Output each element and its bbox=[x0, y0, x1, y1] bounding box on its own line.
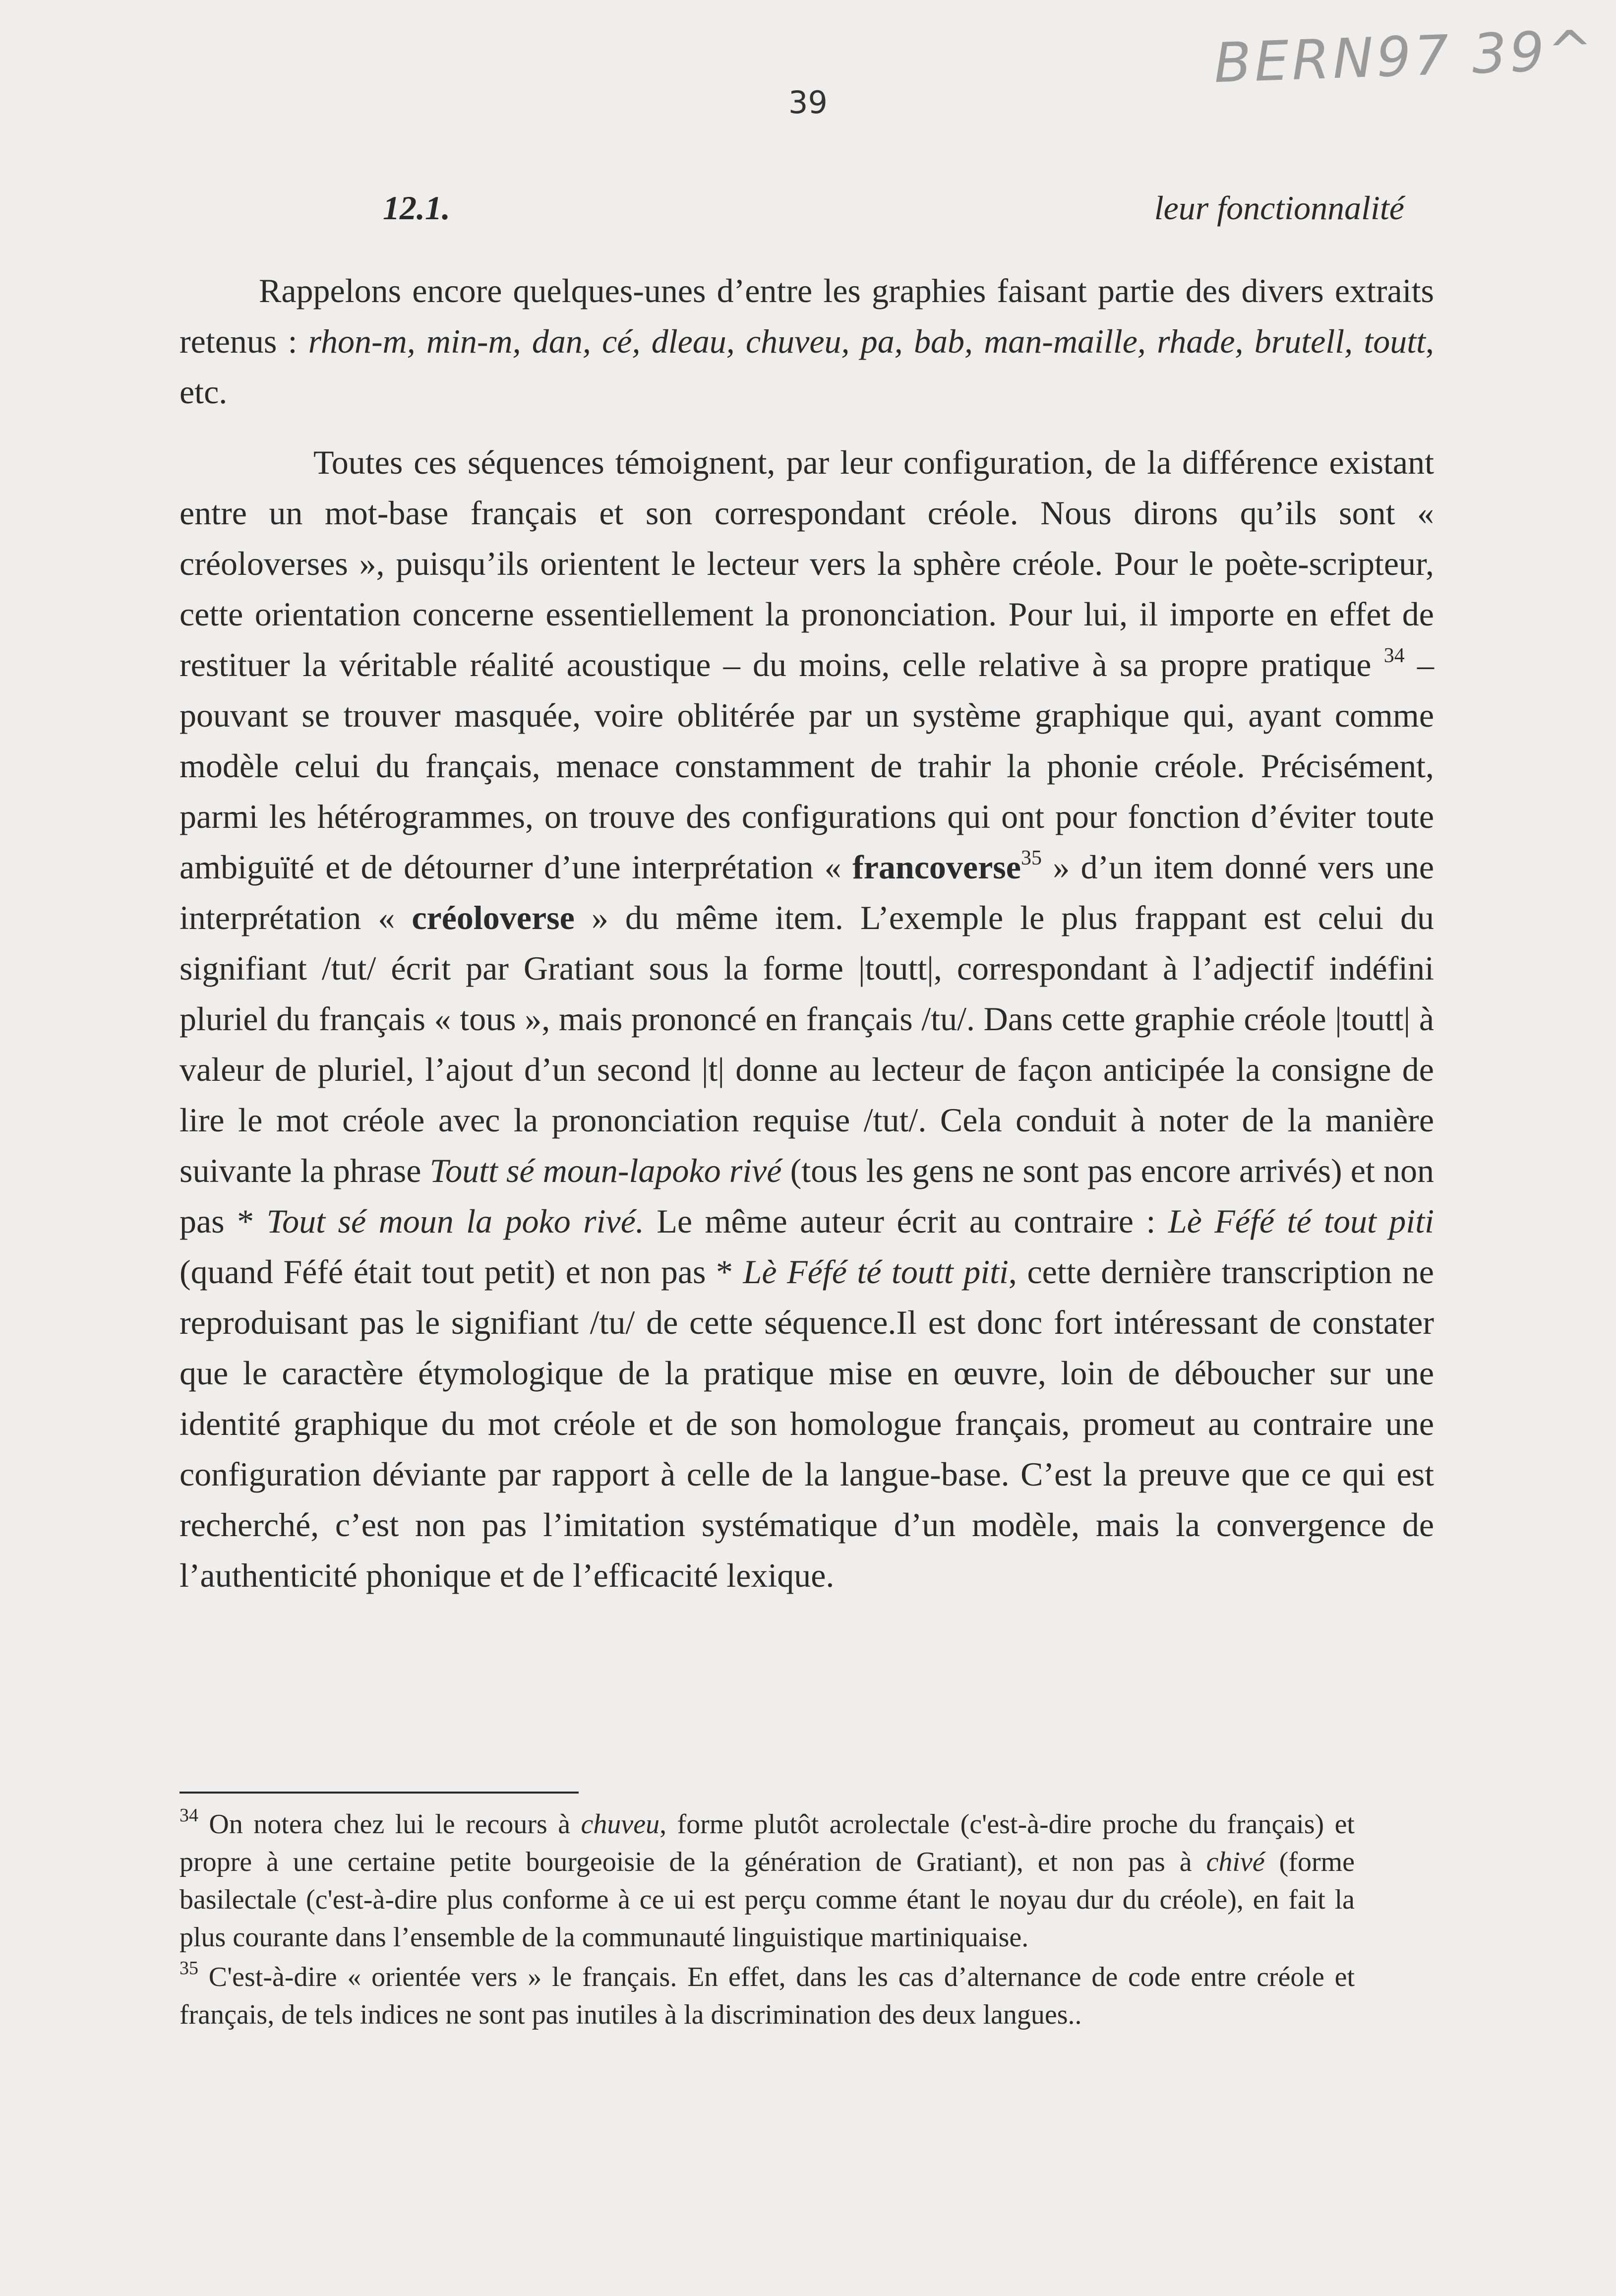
section-number: 12.1. bbox=[383, 189, 450, 227]
body-text bbox=[180, 265, 1434, 1601]
footnote-ref-34[interactable]: 34 bbox=[1383, 644, 1405, 667]
paragraph-1 bbox=[180, 265, 1434, 417]
paragraph-2 bbox=[180, 437, 1434, 1601]
page-number: 39 bbox=[788, 84, 828, 121]
paragraph-2-text-2: – pouvant se trouver masquée, voire oblitérée par un système graphique qui, ayant comme modèle celui du français, menace constamment de trahir la phonie créole. Précisément, parmi les hétérogrammes, on trouve des configurations qui ont pour fonction d’éviter toute ambiguïté et de détourner d’une interprétation « bbox=[180, 646, 1435, 886]
paragraph-2-text-8: , cette dernière transcription ne reproduisant pas le signifiant /tu/ de cette séquence.Il est donc fort intéressant de constater que le caractère étymologique de la pratique mise en œuvre, loin de déboucher sur une identité graphique du mot créole et de son homologue français, promeut au contraire une configuration déviante par rapport à celle de la langue-base. C’est la preuve que ce qui est recherché, c’est non pas l’imitation systématique d’un modèle, mais la convergence de l’authenticité phonique et de l’efficacité lexique. bbox=[180, 1253, 1434, 1594]
paragraph-2-text-4: » du même item. L’exemple le plus frappant est celui du signifiant /tut/ écrit par Gratiant sous la forme |toutt|, correspondant à l’adjectif indéfini pluriel du français « tous », mais prononcé en français /tu/. Dans cette graphie créole |toutt| à valeur de pluriel, l’ajout d’un second |t| donne au lecteur de façon anticipée la consigne de lire le mot créole avec la prononciation requise /tut/. Cela conduit à noter de la manière suivante la phrase bbox=[180, 899, 1435, 1189]
footnote-35-number: 35 bbox=[180, 1958, 198, 1979]
footnote-34-text-1: On notera chez lui le recours à bbox=[198, 1809, 581, 1840]
section-title: leur fonctionnalité bbox=[1154, 189, 1404, 227]
footnote-35 bbox=[180, 1958, 1355, 2034]
footnote-separator bbox=[180, 1792, 579, 1794]
paragraph-2-text-6: Le même auteur écrit au contraire : bbox=[644, 1202, 1168, 1240]
term-creoloverse: créoloverse bbox=[412, 899, 575, 936]
example-toutt-se-moun: Toutt sé moun-lapoko rivé bbox=[429, 1152, 782, 1189]
paragraph-2-text-1: Toutes ces séquences témoignent, par leur configuration, de la différence existant entre un mot-base français et son correspondant créole. Nous dirons qu’ils sont « créoloverses », puisqu’ils orientent le lecteur vers la sphère créole. Pour le poète-scripteur, cette orientation concerne essentiellement la prononciation. Pour lui, il importe en effet de restituer la véritable réalité acoustique – du moins, celle relative à sa propre pratique bbox=[180, 443, 1434, 683]
handwritten-annotation: BERN97 39^ bbox=[1213, 18, 1597, 95]
footnote-34-number: 34 bbox=[180, 1805, 198, 1826]
paragraph-2-text-5: (tous les gens ne sont pas encore arrivés) et non pas * bbox=[180, 1152, 1434, 1240]
example-le-fefe-toutt: Lè Féfé té toutt piti bbox=[743, 1253, 1009, 1291]
term-francoverse: francoverse bbox=[852, 848, 1021, 886]
footnote-35-text: C'est-à-dire « orientée vers » le français. En effet, dans les cas d’alternance de code entre créole et français, de tels indices ne sont pas inutiles à la discrimination des deux langues.. bbox=[180, 1962, 1355, 2030]
footnote-34-chuveu: chuveu bbox=[581, 1809, 660, 1840]
section-heading bbox=[180, 188, 1434, 233]
paragraph-1-examples: rhon-m, min-m, dan, cé, dleau, chuveu, pa, bab, man-maille, rhade, brutell, toutt bbox=[308, 322, 1426, 360]
footnotes bbox=[180, 1805, 1355, 2036]
paragraph-2-text-7: (quand Féfé était tout petit) et non pas * bbox=[180, 1253, 743, 1291]
example-tout-se-moun: Tout sé moun la poko rivé. bbox=[266, 1202, 644, 1240]
paragraph-2-text-3: » d’un item donné vers une interprétation « bbox=[180, 848, 1435, 936]
paragraph-1-end: , etc. bbox=[180, 322, 1434, 411]
footnote-34-chive: chivé bbox=[1206, 1847, 1265, 1877]
paragraph-1-text: Rappelons encore quelques-unes d’entre les graphies faisant partie des divers extraits retenus : bbox=[180, 272, 1434, 360]
footnote-34 bbox=[180, 1805, 1355, 1956]
footnote-34-text-2: , forme plutôt acrolectale (c'est-à-dire proche du français) et propre à une certaine petite bourgeoisie de la génération de Gratiant), et non pas à bbox=[180, 1809, 1355, 1877]
footnote-ref-35[interactable]: 35 bbox=[1020, 847, 1042, 869]
example-le-fefe-tout: Lè Féfé té tout piti bbox=[1168, 1202, 1434, 1240]
footnote-34-text-3: (forme basilectale (c'est-à-dire plus conforme à ce ui est perçu comme étant le noyau dur du créole), en fait la plus courante dans l’ensemble de la communauté linguistique martiniquaise. bbox=[180, 1847, 1355, 1953]
